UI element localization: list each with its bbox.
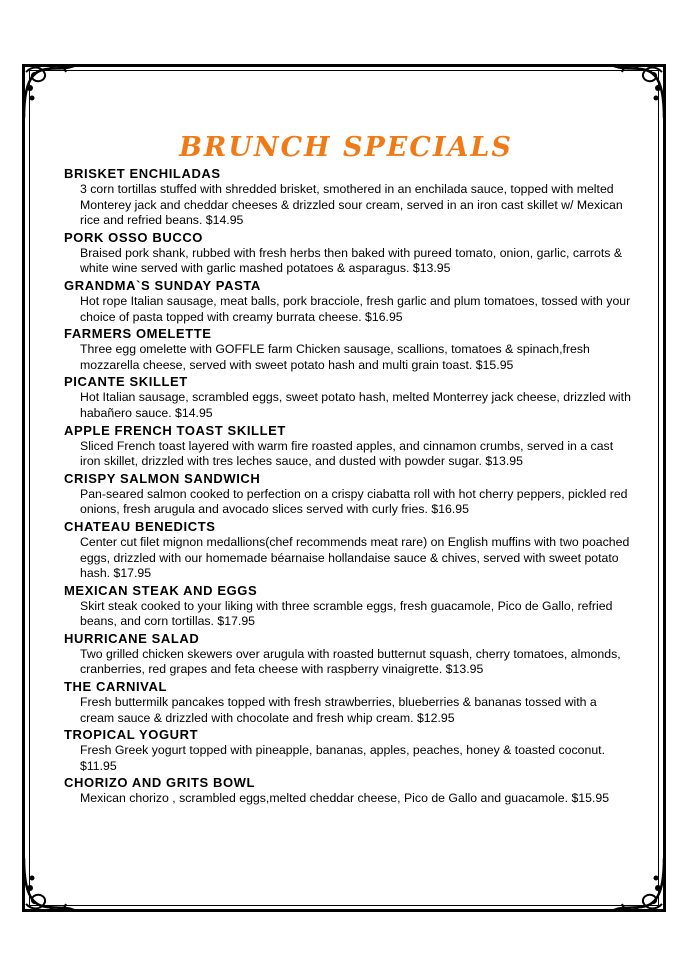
item-name: THE CARNIVAL [64, 679, 168, 695]
menu-item [64, 278, 634, 326]
item-name: BRISKET ENCHILADAS [64, 166, 221, 181]
item-name: CHATEAU BENEDICTS [64, 518, 216, 534]
menu-item [64, 519, 634, 583]
item-description: Fresh buttermilk pancakes topped with fresh strawberries, blueberries & bananas tossed with a cream sauce & drizzled with chocolate and fresh whip cream. $12.95 [80, 695, 597, 725]
item-name: HURRICANE SALAD [64, 630, 200, 646]
item-description: Hot Italian sausage, scrambled eggs, sweet potato hash, melted Monterrey jack cheese, drizzled with habañero sauce. $14.95 [80, 390, 631, 420]
menu-item [64, 326, 634, 374]
menu-item [64, 423, 634, 471]
menu-item [64, 374, 634, 422]
item-name: CRISPY SALMON SANDWICH [64, 470, 261, 486]
item-name: GRANDMA`S SUNDAY PASTA [64, 277, 261, 293]
menu-item [64, 631, 634, 679]
corner-flourish-icon [608, 62, 668, 122]
menu-item [64, 583, 634, 631]
item-description: 3 corn tortillas stuffed with shredded brisket, smothered in an enchilada sauce, topped with melted Monterey jack and cheddar cheeses & drizzled sour cream, served in an iron cast skillet w/ Mexican rice and refried beans. $14.95 [80, 182, 623, 228]
item-name: MEXICAN STEAK AND EGGS [64, 582, 258, 598]
item-name: PICANTE SKILLET [64, 374, 188, 390]
menu-item [64, 775, 634, 808]
item-description: Center cut filet mignon medallions(chef recommends meat rare) on English muffins with two poached eggs, drizzled with our homemade béarnaise hollandaise sauce & chives, served with sweet potato hash. $17.95 [80, 534, 630, 581]
menu-item [64, 471, 634, 519]
menu-item [64, 230, 634, 278]
item-name: CHORIZO AND GRITS BOWL [64, 775, 256, 791]
item-name: PORK OSSO BUCCO [64, 229, 204, 245]
menu-item [64, 679, 634, 727]
item-description: Mexican chorizo , scrambled eggs,melted cheddar cheese, Pico de Gallo and guacamole. $15.95 [80, 791, 610, 806]
item-description: Three egg omelette with GOFFLE farm Chicken sausage, scallions, tomatoes & spinach,fresh mozzarella cheese, served with sweet potato hash and multi grain toast. $15.95 [80, 342, 590, 372]
menu-list [64, 166, 634, 808]
item-description: Braised pork shank, rubbed with fresh herbs then baked with pureed tomato, onion, garlic, carrots & white wine served with garlic mashed potatoes & asparagus. $13.95 [80, 245, 623, 276]
item-description: Pan-seared salmon cooked to perfection on a crispy ciabatta roll with hot cherry peppers, pickled red onions, fresh arugula and avocado slices served with curly fries. $16.95 [80, 486, 628, 517]
menu-item [64, 727, 634, 775]
menu-title: BRUNCH SPECIALS [179, 132, 513, 163]
item-description: Sliced French toast layered with warm fire roasted apples, and cinnamon crumbs, served in a cast iron skillet, drizzled with tres leches sauce, and dusted with powder sugar. $13.95 [80, 438, 614, 469]
item-name: TROPICAL YOGURT [64, 727, 199, 743]
corner-flourish-icon [608, 854, 668, 914]
item-name: APPLE FRENCH TOAST SKILLET [64, 422, 286, 438]
corner-flourish-icon [20, 854, 80, 914]
item-description: Two grilled chicken skewers over arugula with roasted butternut squash, cherry tomatoes, almonds, cranberries, red grapes and feta cheese with raspberry vinaigrette. $13.95 [80, 646, 621, 677]
menu-item [64, 166, 634, 230]
item-description: Skirt steak cooked to your liking with three scramble eggs, fresh guacamole, Pico de Gallo, refried beans, and corn tortillas. $17.95 [80, 598, 613, 629]
item-name: FARMERS OMELETTE [64, 326, 212, 342]
corner-flourish-icon [20, 62, 80, 122]
item-description: Hot rope Italian sausage, meat balls, pork bracciole, fresh garlic and plum tomatoes, tossed with your choice of pasta topped with creamy burrata cheese. $16.95 [80, 293, 631, 324]
item-description: Fresh Greek yogurt topped with pineapple, bananas, apples, peaches, honey & toasted coconut. $11.95 [80, 743, 606, 773]
